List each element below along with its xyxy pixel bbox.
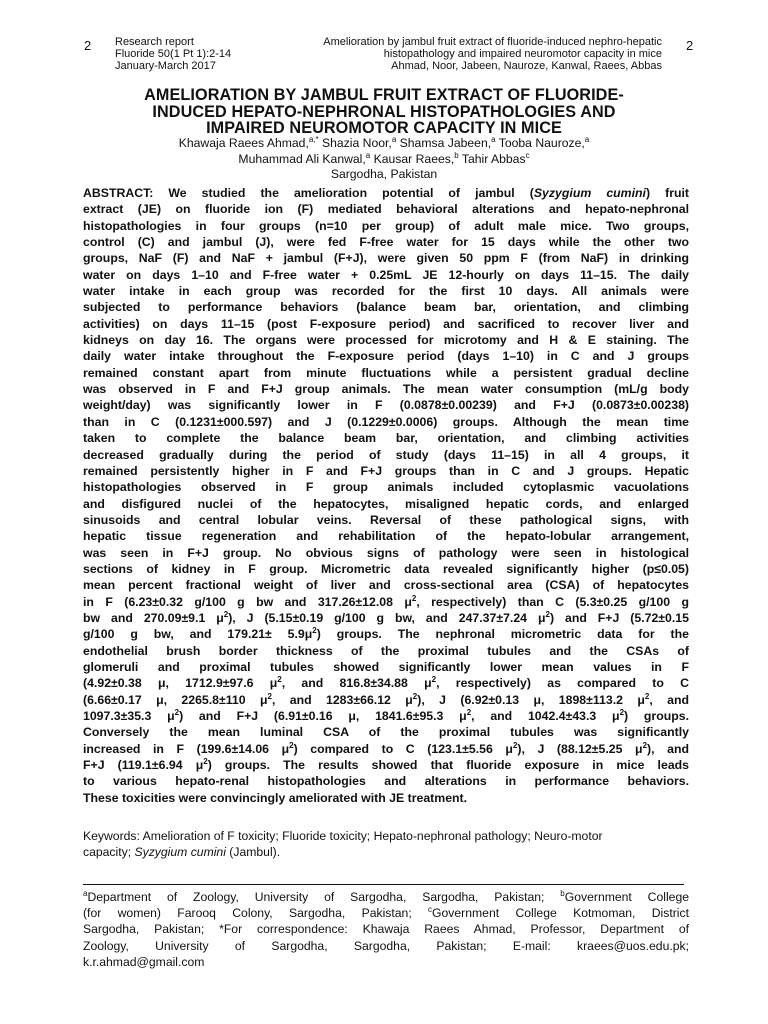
- running-title-line: Ahmad, Noor, Jabeen, Nauroze, Kanwal, Raees, Abbas: [391, 59, 662, 72]
- abstract-line: control (C) and jambul (J), were fed F-free water for 15 days while the other two: [83, 235, 689, 250]
- abstract-line: kidneys on day 16. The organs were processed for microtomy and H & E staining. The: [83, 333, 689, 348]
- author-affiliation-mark: a: [391, 134, 397, 144]
- abstract-line: weight/day) was significantly lower in F (0.0878±0.00239) and F+J (0.0873±0.00238): [83, 398, 689, 413]
- abstract-line: (4.92±0.38 μ, 1712.9±97.6 $\mu^2$, and 816.8±34.88 $\mu^2$, respectively) as compared to C: [83, 675, 689, 691]
- author-name: Shazia Noor,: [318, 136, 392, 150]
- title-line: INDUCED HEPATO-NEPHRONAL HISTOPATHOLOGIES AND: [152, 102, 616, 121]
- abstract-line: (6.66±0.17 μ, 2265.8±110 $\mu^2$, and 1283±66.12 $\mu^2$), J (6.92±0.13 μ, 1898±113.2 $\mu^2$, and: [83, 691, 689, 707]
- abstract-line: extract (JE) on fluoride ion (F) mediated behavioral alterations and hepato-nephronal: [83, 202, 689, 217]
- author-list: [110, 136, 658, 167]
- abstract-line: was seen in F+J group. No obvious signs of pathology were seen in histological: [83, 545, 689, 560]
- author-line-2: [110, 152, 658, 168]
- author-name: Shamsa Jabeen,: [396, 136, 492, 150]
- abstract-line: sinusoids and central lobular veins. Reversal of these pathological signs, with: [83, 512, 689, 527]
- journal-line: Research report: [115, 36, 194, 48]
- journal-line: Fluoride 50(1 Pt 1):2-14: [115, 47, 232, 60]
- abstract-line: increased in F (199.6±14.06 $\mu^2$) compared to C (123.1±5.56 $\mu^2$), J (88.12±5.25 $\mu^2$), and: [83, 740, 689, 756]
- keywords-text: capacity;: [83, 845, 135, 859]
- abstract-line: 1097.3±35.3 $\mu^2$) and F+J (6.91±0.16 μ, 1841.6±95.3 $\mu^2$, and 1042.4±43.3 $\mu^2$) groups.: [83, 707, 689, 723]
- abstract-line: Conversely the mean luminal CSA of the proximal tubules was significantly: [83, 725, 689, 740]
- abstract-line: activities) on days 11–15 (post F-exposure period) and sacrificed to recover liver and: [83, 316, 689, 331]
- footnote-line: k.r.ahmad@gmail.com: [83, 954, 205, 969]
- author-name: Khawaja Raees Ahmad,: [178, 136, 309, 150]
- author-line-1: [110, 136, 658, 152]
- footnote-line: Sargodha, Pakistan; *For correspondence: Khawaja Raees Ahmad, Professor, Department of: [83, 922, 689, 937]
- author-affiliation-mark: a,*: [308, 134, 319, 144]
- author-affiliation-mark: a: [584, 134, 590, 144]
- keywords-text: (Jambul).: [225, 845, 281, 859]
- abstract-line: remained persistently higher in F and F+J groups than in C and J groups. Hepatic: [83, 463, 689, 478]
- abstract-line: mean percent fractional weight of liver and cross-sectional area (CSA) of hepatocytes: [83, 578, 689, 593]
- footnote-rule: [83, 884, 684, 885]
- abstract-line: glomeruli and proximal tubules showed significantly lower mean values in F: [83, 659, 689, 674]
- abstract-line: groups, NaF (F) and NaF + jambul (F+J), were given 50 ppm F (from NaF) in drinking: [83, 251, 689, 266]
- abstract-line: daily water intake throughout the F-exposure period (days 1–10) in C and J groups: [83, 349, 689, 364]
- keywords-line: Keywords: Amelioration of F toxicity; Fluoride toxicity; Hepato-nephronal pathology; Neuro-motor: [83, 829, 603, 843]
- abstract-line: histopathologies in four groups (n=10 per group) of adult male mice. Two groups,: [83, 218, 689, 233]
- abstract-line: in F (6.23±0.32 g/100 g bw and 317.26±12.08 $\mu^2$, respectively) than C (5.3±0.25 g/100 g: [83, 593, 689, 609]
- keywords-species: Syzygium cumini: [134, 845, 226, 859]
- running-title-line: histopathology and impaired neuromotor capacity in mice: [383, 47, 662, 60]
- author-name: Kausar Raees,: [370, 151, 455, 166]
- abstract-line: ABSTRACT: We studied the amelioration potential of jambul (Syzygium cumini) fruit: [83, 186, 690, 200]
- running-title: [242, 37, 662, 72]
- abstract-line: remained constant apart from minute fluctuations while a persistent gradual decline: [83, 365, 689, 380]
- abstract-line: and disfigured nuclei of the hepatocytes, misaligned hepatic cords, and enlarged: [83, 496, 689, 511]
- abstract-line: than in C (0.1231±000.597) and J (0.1229±0.0006) groups. Although the mean time: [83, 414, 689, 429]
- abstract-line: subjected to performance behaviors (balance beam bar, orientation, and climbing: [83, 300, 689, 315]
- author-affiliation-mark: a: [365, 150, 371, 160]
- abstract-line: F+J (119.1±6.94 $\mu^2$) groups. The results showed that fluoride exposure in mice leads: [83, 756, 690, 773]
- abstract-line: decreased gradually during the period of study (days 11–15) in all 4 groups, it: [83, 447, 689, 462]
- journal-info: [115, 37, 231, 72]
- page-number-left: 2: [84, 38, 92, 53]
- abstract-line: water on days 1–10 and F-free water + 0.25mL JE 12-hourly on days 11–15. The daily: [83, 267, 689, 282]
- paper-title: [96, 87, 672, 137]
- abstract-line: taken to complete the balance beam bar, orientation, and climbing activities: [83, 431, 689, 446]
- footnote-line: Zoology, University of Sargodha, Sargodha, Pakistan; E-mail: kraees@uos.edu.pk;: [83, 938, 689, 953]
- author-name: Tahir Abbas: [458, 151, 526, 166]
- author-name: Tooba Nauroze,: [495, 136, 585, 150]
- abstract-line: histopathologies observed in F group animals included cytoplasmic vacuolations: [83, 480, 689, 495]
- title-line: IMPAIRED NEUROMOTOR CAPACITY IN MICE: [206, 119, 562, 137]
- keywords: [83, 828, 689, 860]
- abstract-line: g/100 g bw, and $179.21\pm 5.9\mu^2$) groups. The nephronal micrometric data for the: [83, 626, 689, 642]
- author-affiliation-mark: c: [525, 150, 530, 160]
- journal-line: January-March 2017: [115, 59, 216, 72]
- footnote-line: (for women) Farooq Colony, Sargodha, Pakistan; $^c$Government College Kotmoman, District: [83, 905, 689, 921]
- abstract-line: to various hepato-renal histopathologies and alterations in performance behaviors.: [83, 774, 689, 789]
- abstract-line: sections of kidney in F group. Micrometric data revealed significantly higher (p≤0.05): [83, 561, 689, 576]
- author-name: Muhammad Ali Kanwal,: [238, 151, 366, 166]
- abstract-line: water intake in each group was recorded for the first 10 days. All animals were: [83, 284, 689, 299]
- abstract-line: was observed in F and F+J group animals. The mean water consumption (mL/g body: [83, 382, 689, 397]
- abstract-line: bw and 270.09±9.1 $\mu^2$), J (5.15±0.19 g/100 g bw, and 247.37±7.24 $\mu^2$) and F+J (5.72±0.15: [83, 609, 689, 625]
- footnote-line: $^a$Department of Zoology, University of Sargodha, Sargodha, Pakistan; $^b$Government College: [83, 888, 690, 904]
- page-number-right: 2: [686, 38, 694, 53]
- keywords-line: [83, 844, 689, 860]
- abstract-line: hepatic tissue regeneration and rehabilitation of the hepato-lobular arrangement,: [83, 529, 689, 544]
- author-affiliation-mark: a: [491, 134, 496, 144]
- footnote-affiliations: [83, 889, 689, 970]
- author-affiliation-mark: b: [454, 150, 459, 160]
- running-title-line: Amelioration by jambul fruit extract of fluoride-induced nephro-hepatic: [323, 36, 662, 48]
- author-location: Sargodha, Pakistan: [330, 167, 438, 181]
- abstract-line: endothelial brush border thickness of the proximal tubules and the CSAs of: [83, 643, 689, 658]
- abstract: [83, 185, 689, 806]
- title-line: AMELIORATION BY JAMBUL FRUIT EXTRACT OF FLUORIDE-: [144, 86, 624, 104]
- abstract-line: These toxicities were convincingly ameliorated with JE treatment.: [83, 790, 468, 805]
